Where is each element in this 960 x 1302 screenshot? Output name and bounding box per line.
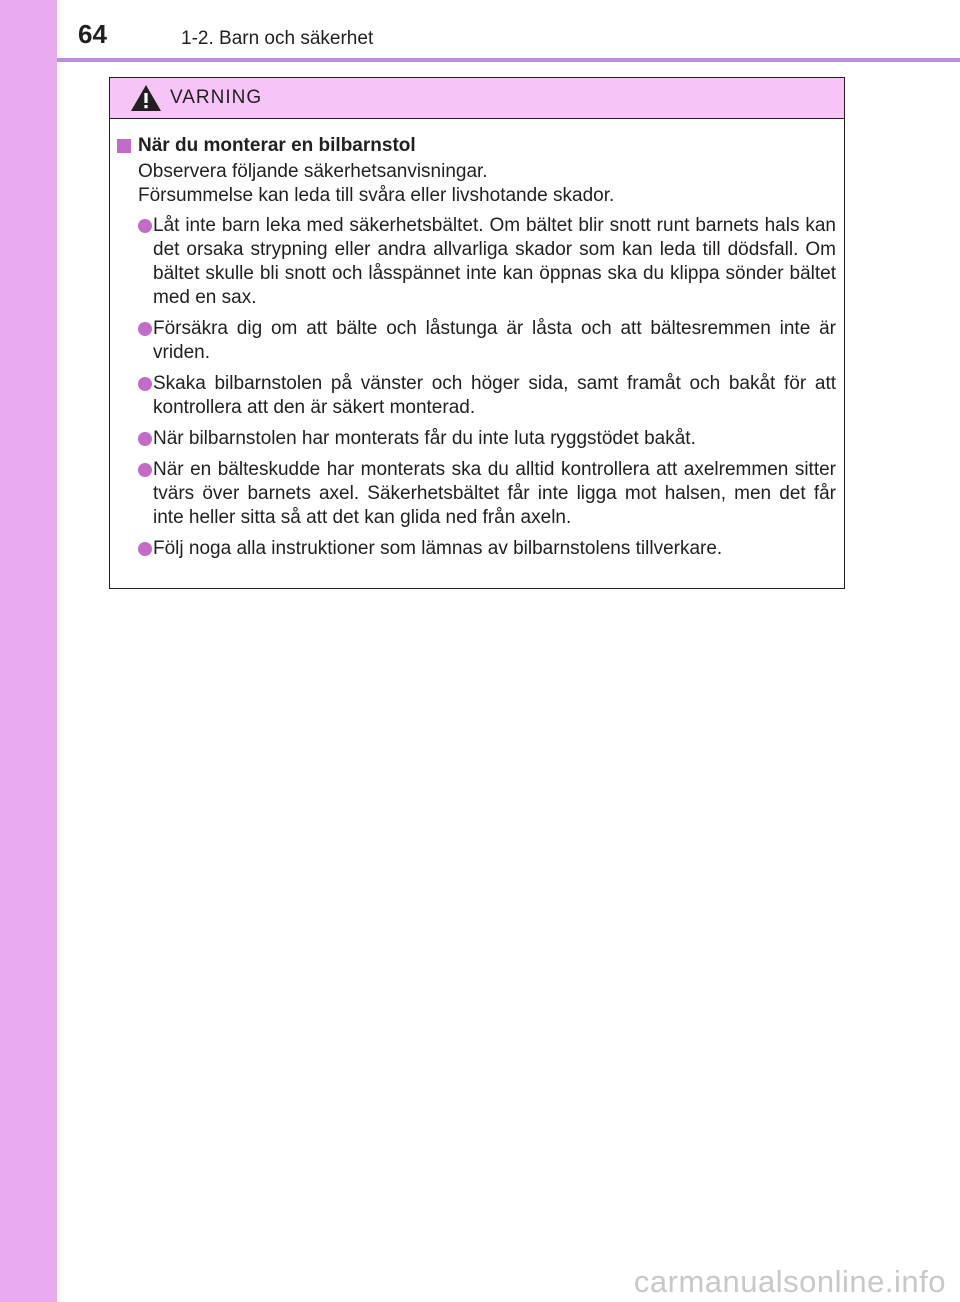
- warning-bullet-text: Följ noga alla instruktioner som lämnas av bilbarnstolens tillverkare.: [153, 538, 723, 559]
- header-divider: [57, 58, 960, 62]
- warning-bullet-text: När en bälteskudde har monterats ska du alltid kontrollera att axelremmen sitter tvärs över barnets axel. Säkerhetsbältet får inte ligga mot halsen, men det får inte heller sitta så att det kan glida ned från axeln.: [153, 459, 836, 528]
- warning-bullet-item: [110, 458, 844, 530]
- side-color-strip: [0, 0, 57, 1302]
- page-number: 64: [78, 19, 107, 49]
- warning-topic-text: När du monterar en bilbarnstol: [138, 135, 416, 156]
- circle-bullet-icon: [138, 377, 152, 391]
- warning-bullet-item: [110, 214, 844, 310]
- circle-bullet-icon: [138, 542, 152, 556]
- warning-label: VARNING: [170, 87, 263, 108]
- warning-bullet-text: Försäkra dig om att bälte och låstunga är låsta och att bältesremmen inte är vriden.: [153, 318, 836, 363]
- warning-bullet-text: När bilbarnstolen har monterats får du inte luta ryggstödet bakåt.: [153, 428, 696, 449]
- circle-bullet-icon: [138, 463, 152, 477]
- warning-triangle-icon: [130, 84, 162, 112]
- warning-bullet-item: [110, 317, 844, 365]
- intro-line: Observera följande säkerhetsanvisningar.: [138, 161, 488, 182]
- warning-header: [110, 78, 844, 119]
- site-watermark: carmanualsonline.info: [633, 1264, 946, 1299]
- warning-bullet-item: [110, 427, 844, 451]
- intro-line: Försummelse kan leda till svåra eller livshotande skador.: [138, 185, 615, 206]
- warning-intro: [110, 160, 844, 208]
- warning-bullet-item: [110, 537, 844, 561]
- warning-bullet-item: [110, 372, 844, 420]
- warning-bullet-list: [110, 214, 844, 561]
- square-bullet-icon: [117, 139, 131, 153]
- circle-bullet-icon: [138, 432, 152, 446]
- warning-bullet-text: Skaka bilbarnstolen på vänster och höger sida, samt framåt och bakåt för att kontrollera att den är säkert monterad.: [153, 373, 836, 418]
- warning-box: [109, 77, 845, 589]
- warning-body: [110, 134, 844, 561]
- warning-bullet-text: Låt inte barn leka med säkerhetsbältet. Om bältet blir snott runt barnets hals kan det orsaka strypning eller andra allvarliga skador som kan leda till dödsfall. Om bältet skulle bli snott och låsspännet inte kan öppnas ska du klippa sönder bältet med en sax.: [153, 215, 836, 308]
- circle-bullet-icon: [138, 219, 152, 233]
- page-header: [57, 0, 960, 62]
- circle-bullet-icon: [138, 322, 152, 336]
- warning-topic: [112, 134, 844, 158]
- section-title: 1-2. Barn och säkerhet: [181, 28, 374, 49]
